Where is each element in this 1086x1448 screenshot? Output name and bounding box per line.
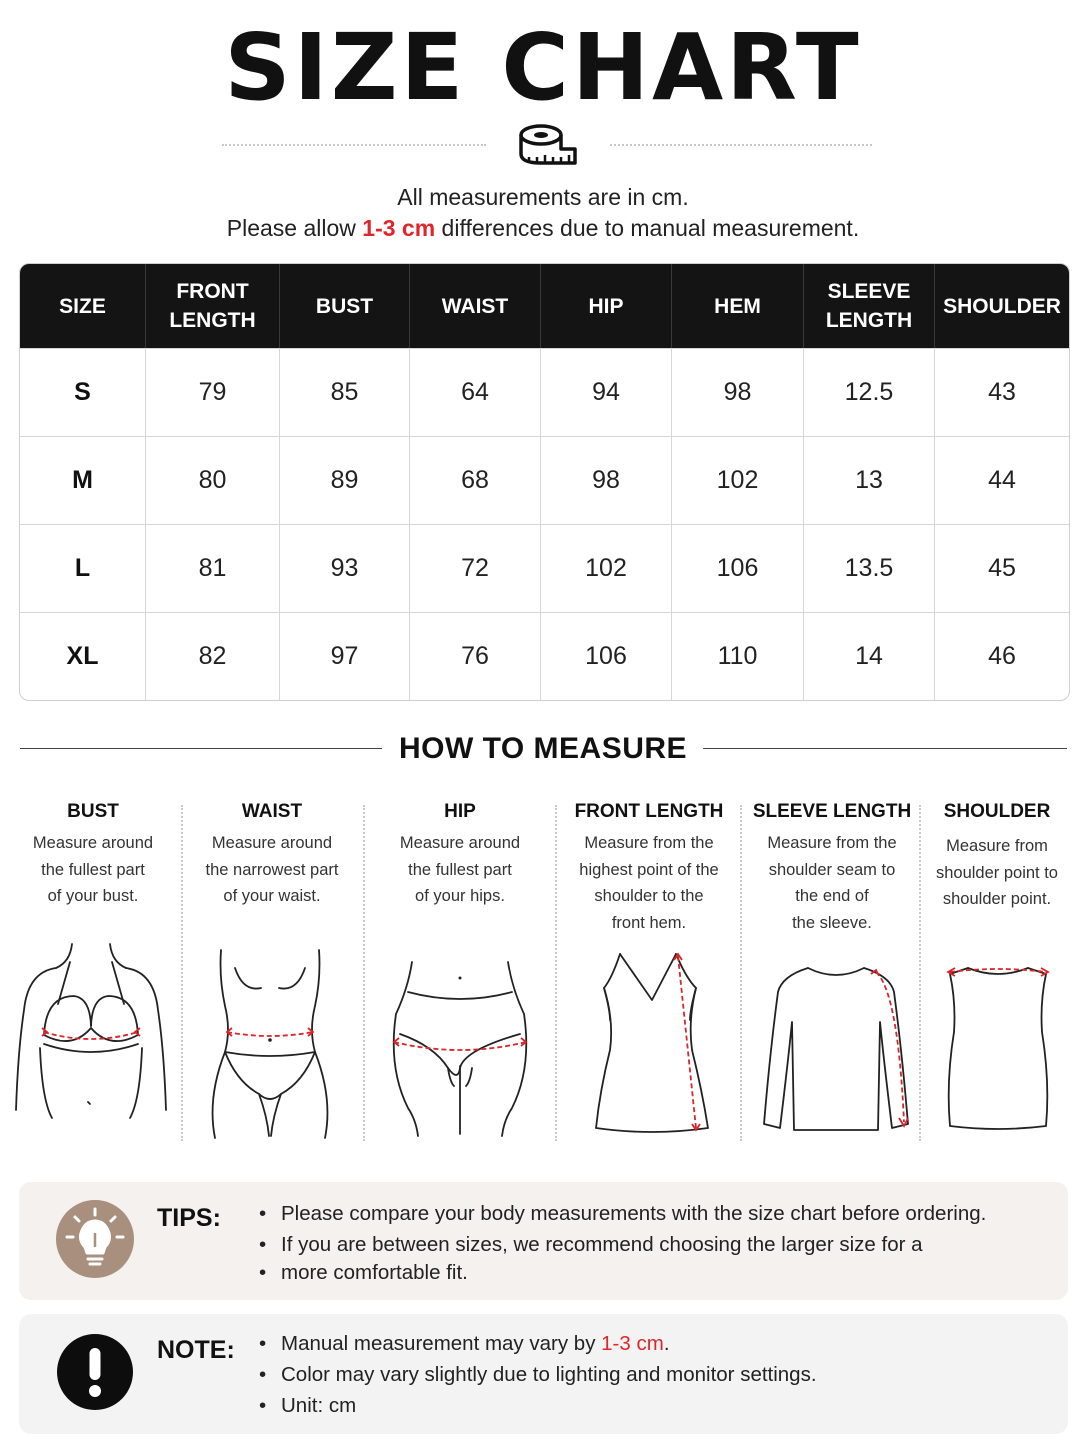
note-item-prefix: Manual measurement may vary by	[281, 1332, 602, 1355]
intro-highlight: 1-3 cm	[362, 215, 436, 241]
table-row	[20, 436, 1069, 524]
table-row	[20, 612, 1069, 700]
column-separator	[555, 805, 557, 1141]
header-hip	[541, 264, 672, 348]
header-size	[20, 264, 146, 348]
measure-line: Measure from the	[767, 834, 897, 852]
measure-title: HIP	[444, 801, 476, 822]
table-cell: 68	[410, 436, 541, 524]
table-cell: 13	[804, 436, 935, 524]
exclamation-icon	[56, 1333, 134, 1411]
measure-line: highest point of the	[579, 860, 719, 879]
measure-line: shoulder point.	[942, 890, 1052, 908]
tips-list	[257, 1198, 986, 1288]
table-cell: 14	[804, 612, 935, 700]
title-divider-right	[610, 144, 872, 146]
table-cell: 79	[146, 348, 280, 436]
bust-figure	[12, 940, 170, 1120]
header-hem-label: HEM	[714, 294, 761, 318]
size-table	[19, 263, 1070, 701]
list-item: • more comfortable fit.	[257, 1257, 986, 1288]
table-cell: 98	[541, 436, 672, 524]
table-cell: 82	[146, 612, 280, 700]
list-item	[257, 1328, 817, 1359]
table-cell: 102	[541, 524, 672, 612]
measure-line: of your hips.	[415, 887, 505, 905]
measure-description	[561, 830, 737, 936]
table-cell: 43	[935, 348, 1069, 436]
note-list	[257, 1328, 817, 1421]
measure-description	[921, 830, 1073, 913]
intro-line-2	[0, 213, 1086, 244]
table-cell: 110	[672, 612, 804, 700]
sleeve-length-figure	[758, 962, 914, 1134]
table-cell: 106	[672, 524, 804, 612]
table-cell: 45	[935, 524, 1069, 612]
size-cell: XL	[20, 612, 146, 700]
measure-description	[8, 830, 178, 910]
page-title: SIZE CHART	[224, 14, 862, 121]
measure-line: the narrowest part	[205, 860, 339, 879]
measure-line: the end of	[795, 887, 869, 905]
measure-line: of your waist.	[223, 887, 321, 905]
waist-figure	[203, 948, 337, 1140]
measure-line: the fullest part	[408, 860, 512, 879]
measure-line: of your bust.	[47, 887, 139, 905]
table-cell: 81	[146, 524, 280, 612]
table-cell: 46	[935, 612, 1069, 700]
header-shoulder	[935, 264, 1069, 348]
measure-description	[746, 830, 918, 936]
table-cell: 80	[146, 436, 280, 524]
measure-line: the fullest part	[41, 860, 145, 879]
size-cell: M	[20, 436, 146, 524]
note-highlight: 1-3 cm	[601, 1332, 664, 1355]
intro-line-1: All measurements are in cm.	[397, 184, 689, 210]
list-item: • Unit: cm	[257, 1390, 817, 1421]
header-bust-label: BUST	[315, 294, 374, 318]
measure-line: the sleeve.	[792, 913, 872, 932]
table-cell: 85	[280, 348, 410, 436]
note-item-suffix: .	[663, 1332, 670, 1355]
tape-measure-icon	[515, 122, 579, 170]
header-size-label: SIZE	[59, 294, 106, 318]
table-cell: 94	[541, 348, 672, 436]
table-cell: 98	[672, 348, 804, 436]
table-row	[20, 348, 1069, 436]
lightbulb-icon	[55, 1199, 135, 1279]
note-label: NOTE:	[157, 1336, 235, 1364]
table-cell: 13.5	[804, 524, 935, 612]
header-front-length	[146, 264, 280, 348]
note-panel	[19, 1314, 1068, 1434]
list-item: • Please compare your body measurements with the size chart before ordering.	[257, 1198, 986, 1229]
table-cell: 97	[280, 612, 410, 700]
column-separator	[363, 805, 365, 1141]
size-cell: L	[20, 524, 146, 612]
table-cell: 76	[410, 612, 541, 700]
header-waist	[410, 264, 541, 348]
measure-line: Measure around	[211, 834, 333, 852]
table-row	[20, 524, 1069, 612]
measure-title: SHOULDER	[943, 801, 1051, 822]
measure-title: SLEEVE LENGTH	[752, 801, 912, 822]
header-hip-label: HIP	[588, 294, 624, 318]
how-to-measure-title: HOW TO MEASURE	[398, 732, 688, 765]
table-cell: 106	[541, 612, 672, 700]
measure-line: shoulder to the	[594, 887, 704, 905]
measure-line: Measure from the	[584, 834, 714, 852]
tips-label: TIPS:	[157, 1204, 221, 1232]
header-bust	[280, 264, 410, 348]
header-front-length-line2: LENGTH	[169, 309, 256, 332]
title-divider-left	[222, 144, 486, 146]
size-cell: S	[20, 348, 146, 436]
column-separator	[181, 805, 183, 1141]
measure-description	[370, 830, 550, 910]
header-waist-label: WAIST	[441, 294, 509, 318]
shoulder-figure	[942, 962, 1054, 1132]
table-cell: 44	[935, 436, 1069, 524]
table-cell: 93	[280, 524, 410, 612]
table-cell: 102	[672, 436, 804, 524]
measurement-intro	[0, 182, 1086, 244]
header-sleeve-length-line1: SLEEVE	[827, 280, 911, 303]
table-cell: 89	[280, 436, 410, 524]
header-hem	[672, 264, 804, 348]
list-item: • If you are between sizes, we recommend choosing the larger size for a	[257, 1229, 986, 1260]
hip-figure	[388, 958, 532, 1138]
table-cell: 12.5	[804, 348, 935, 436]
measure-line: shoulder seam to	[768, 860, 896, 879]
header-front-length-line1: FRONT	[176, 280, 249, 303]
measure-description	[187, 830, 357, 910]
column-separator	[740, 805, 742, 1141]
table-cell: 64	[410, 348, 541, 436]
table-header-row	[20, 264, 1069, 348]
tips-panel	[19, 1182, 1068, 1300]
measure-line: Measure around	[32, 834, 154, 852]
measure-title: BUST	[67, 801, 119, 822]
front-length-figure	[592, 950, 712, 1135]
measure-title: FRONT LENGTH	[574, 801, 724, 822]
header-sleeve-length-line2: LENGTH	[825, 309, 913, 332]
measure-line: Measure around	[399, 834, 521, 852]
measure-line: shoulder point to	[935, 863, 1058, 882]
measure-title: WAIST	[241, 801, 303, 822]
table-cell: 72	[410, 524, 541, 612]
intro-line-2-suffix: differences due to manual measurement.	[435, 215, 860, 241]
header-shoulder-label: SHOULDER	[943, 294, 1061, 318]
intro-line-2-prefix: Please allow	[226, 215, 363, 241]
column-separator	[919, 805, 921, 1141]
measure-line: front hem.	[611, 913, 687, 932]
list-item: • Color may vary slightly due to lighting and monitor settings.	[257, 1359, 817, 1390]
measure-line: Measure from	[946, 837, 1048, 855]
header-sleeve-length	[804, 264, 935, 348]
